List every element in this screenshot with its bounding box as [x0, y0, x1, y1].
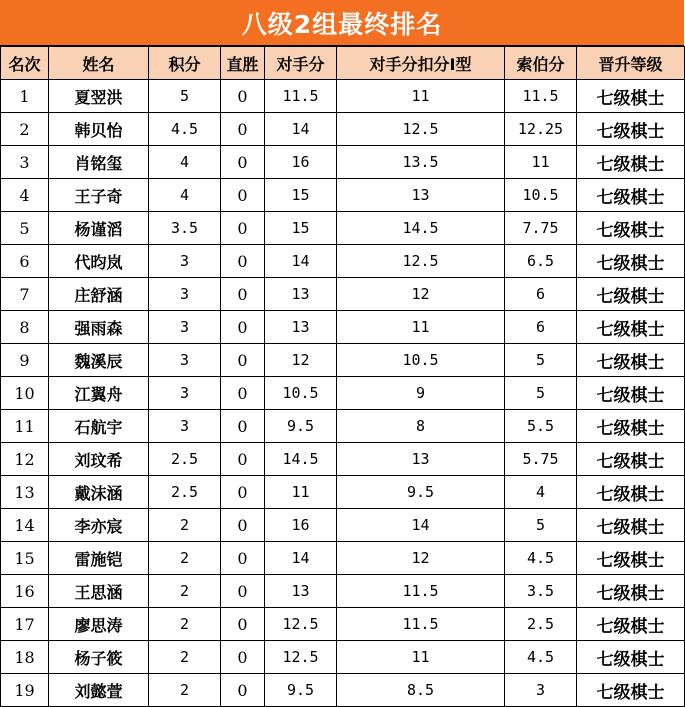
- sonneborn-cell: 5: [505, 509, 577, 542]
- header-rank: 名次: [1, 47, 49, 80]
- table-row: [1, 542, 685, 575]
- rank-cell: 1: [1, 80, 49, 113]
- score-cell: 2: [149, 575, 221, 608]
- promotion-level-cell: 七级棋士: [577, 80, 685, 113]
- name-cell: 王子奇: [49, 179, 149, 212]
- header-opponent-score-cut1: 对手分扣分I型: [337, 47, 505, 80]
- table-row: [1, 212, 685, 245]
- rank-cell: 6: [1, 245, 49, 278]
- promotion-level-cell: 七级棋士: [577, 674, 685, 707]
- table-row: [1, 311, 685, 344]
- score-cell: 3.5: [149, 212, 221, 245]
- opponent-score-cell: 9.5: [265, 674, 337, 707]
- table-row: [1, 509, 685, 542]
- direct-win-cell: 0: [221, 311, 265, 344]
- table-row: [1, 278, 685, 311]
- score-cell: 2: [149, 608, 221, 641]
- score-cell: 3: [149, 410, 221, 443]
- sonneborn-cell: 6: [505, 311, 577, 344]
- table-row: [1, 113, 685, 146]
- promotion-level-cell: 七级棋士: [577, 311, 685, 344]
- score-cell: 3: [149, 245, 221, 278]
- direct-win-cell: 0: [221, 80, 265, 113]
- opponent-score-cell: 15: [265, 212, 337, 245]
- name-cell: 庄舒涵: [49, 278, 149, 311]
- table-row: [1, 410, 685, 443]
- header-direct-win: 直胜: [221, 47, 265, 80]
- promotion-level-cell: 七级棋士: [577, 377, 685, 410]
- opponent-score-cell: 15: [265, 179, 337, 212]
- ranking-table: [0, 46, 685, 707]
- opponent-score-cut1-cell: 13: [337, 179, 505, 212]
- opponent-score-cell: 13: [265, 278, 337, 311]
- sonneborn-cell: 3: [505, 674, 577, 707]
- promotion-level-cell: 七级棋士: [577, 212, 685, 245]
- direct-win-cell: 0: [221, 179, 265, 212]
- table-row: [1, 245, 685, 278]
- rank-cell: 18: [1, 641, 49, 674]
- promotion-level-cell: 七级棋士: [577, 146, 685, 179]
- score-cell: 2: [149, 641, 221, 674]
- direct-win-cell: 0: [221, 113, 265, 146]
- score-cell: 4: [149, 146, 221, 179]
- promotion-level-cell: 七级棋士: [577, 641, 685, 674]
- opponent-score-cell: 14: [265, 245, 337, 278]
- opponent-score-cut1-cell: 8: [337, 410, 505, 443]
- name-cell: 杨子筱: [49, 641, 149, 674]
- sonneborn-cell: 5.75: [505, 443, 577, 476]
- name-cell: 廖思涛: [49, 608, 149, 641]
- score-cell: 2: [149, 674, 221, 707]
- opponent-score-cut1-cell: 9.5: [337, 476, 505, 509]
- direct-win-cell: 0: [221, 575, 265, 608]
- promotion-level-cell: 七级棋士: [577, 575, 685, 608]
- opponent-score-cell: 13: [265, 575, 337, 608]
- table-body: [1, 80, 685, 707]
- table-row: [1, 641, 685, 674]
- rank-cell: 17: [1, 608, 49, 641]
- direct-win-cell: 0: [221, 641, 265, 674]
- rank-cell: 7: [1, 278, 49, 311]
- promotion-level-cell: 七级棋士: [577, 443, 685, 476]
- rank-cell: 3: [1, 146, 49, 179]
- name-cell: 江翼舟: [49, 377, 149, 410]
- name-cell: 石航宇: [49, 410, 149, 443]
- sonneborn-cell: 4: [505, 476, 577, 509]
- rank-cell: 14: [1, 509, 49, 542]
- sonneborn-cell: 3.5: [505, 575, 577, 608]
- name-cell: 雷施铠: [49, 542, 149, 575]
- sonneborn-cell: 2.5: [505, 608, 577, 641]
- score-cell: 3: [149, 344, 221, 377]
- opponent-score-cell: 9.5: [265, 410, 337, 443]
- opponent-score-cell: 12: [265, 344, 337, 377]
- header-row: [1, 47, 685, 80]
- rank-cell: 2: [1, 113, 49, 146]
- promotion-level-cell: 七级棋士: [577, 410, 685, 443]
- direct-win-cell: 0: [221, 278, 265, 311]
- opponent-score-cut1-cell: 11.5: [337, 608, 505, 641]
- direct-win-cell: 0: [221, 344, 265, 377]
- name-cell: 刘玟希: [49, 443, 149, 476]
- opponent-score-cell: 16: [265, 146, 337, 179]
- direct-win-cell: 0: [221, 443, 265, 476]
- opponent-score-cell: 12.5: [265, 641, 337, 674]
- table-row: [1, 608, 685, 641]
- sonneborn-cell: 4.5: [505, 542, 577, 575]
- table-row: [1, 476, 685, 509]
- name-cell: 代昀岚: [49, 245, 149, 278]
- table-row: [1, 575, 685, 608]
- direct-win-cell: 0: [221, 542, 265, 575]
- opponent-score-cut1-cell: 10.5: [337, 344, 505, 377]
- opponent-score-cell: 11: [265, 476, 337, 509]
- rank-cell: 19: [1, 674, 49, 707]
- opponent-score-cut1-cell: 13.5: [337, 146, 505, 179]
- header-promotion-level: 晋升等级: [577, 47, 685, 80]
- promotion-level-cell: 七级棋士: [577, 245, 685, 278]
- direct-win-cell: 0: [221, 245, 265, 278]
- opponent-score-cell: 12.5: [265, 608, 337, 641]
- opponent-score-cut1-cell: 9: [337, 377, 505, 410]
- rank-cell: 5: [1, 212, 49, 245]
- opponent-score-cell: 14.5: [265, 443, 337, 476]
- table-row: [1, 146, 685, 179]
- direct-win-cell: 0: [221, 608, 265, 641]
- score-cell: 3: [149, 377, 221, 410]
- direct-win-cell: 0: [221, 476, 265, 509]
- sheet-title: 八级2组最终排名: [0, 0, 684, 46]
- promotion-level-cell: 七级棋士: [577, 509, 685, 542]
- score-cell: 2: [149, 509, 221, 542]
- sonneborn-cell: 11: [505, 146, 577, 179]
- name-cell: 夏翌洪: [49, 80, 149, 113]
- opponent-score-cut1-cell: 11: [337, 311, 505, 344]
- direct-win-cell: 0: [221, 212, 265, 245]
- rank-cell: 9: [1, 344, 49, 377]
- name-cell: 王思涵: [49, 575, 149, 608]
- score-cell: 5: [149, 80, 221, 113]
- table-row: [1, 179, 685, 212]
- header-score: 积分: [149, 47, 221, 80]
- direct-win-cell: 0: [221, 674, 265, 707]
- header-name: 姓名: [49, 47, 149, 80]
- opponent-score-cut1-cell: 12.5: [337, 245, 505, 278]
- opponent-score-cut1-cell: 12.5: [337, 113, 505, 146]
- table-row: [1, 443, 685, 476]
- name-cell: 肖铭玺: [49, 146, 149, 179]
- sonneborn-cell: 4.5: [505, 641, 577, 674]
- name-cell: 李亦宸: [49, 509, 149, 542]
- name-cell: 戴沫涵: [49, 476, 149, 509]
- direct-win-cell: 0: [221, 410, 265, 443]
- name-cell: 刘懿萱: [49, 674, 149, 707]
- rank-cell: 10: [1, 377, 49, 410]
- promotion-level-cell: 七级棋士: [577, 344, 685, 377]
- opponent-score-cell: 14: [265, 542, 337, 575]
- rank-cell: 13: [1, 476, 49, 509]
- opponent-score-cut1-cell: 8.5: [337, 674, 505, 707]
- opponent-score-cell: 11.5: [265, 80, 337, 113]
- score-cell: 4.5: [149, 113, 221, 146]
- sonneborn-cell: 6: [505, 278, 577, 311]
- sonneborn-cell: 12.25: [505, 113, 577, 146]
- sonneborn-cell: 11.5: [505, 80, 577, 113]
- table-row: [1, 377, 685, 410]
- opponent-score-cut1-cell: 14: [337, 509, 505, 542]
- promotion-level-cell: 七级棋士: [577, 113, 685, 146]
- opponent-score-cell: 13: [265, 311, 337, 344]
- score-cell: 4: [149, 179, 221, 212]
- opponent-score-cut1-cell: 11.5: [337, 575, 505, 608]
- promotion-level-cell: 七级棋士: [577, 278, 685, 311]
- sonneborn-cell: 5: [505, 377, 577, 410]
- promotion-level-cell: 七级棋士: [577, 476, 685, 509]
- score-cell: 3: [149, 311, 221, 344]
- score-cell: 3: [149, 278, 221, 311]
- direct-win-cell: 0: [221, 509, 265, 542]
- score-cell: 2.5: [149, 443, 221, 476]
- sonneborn-cell: 10.5: [505, 179, 577, 212]
- name-cell: 杨谨滔: [49, 212, 149, 245]
- table-row: [1, 674, 685, 707]
- opponent-score-cell: 10.5: [265, 377, 337, 410]
- sonneborn-cell: 5: [505, 344, 577, 377]
- header-opponent-score: 对手分: [265, 47, 337, 80]
- promotion-level-cell: 七级棋士: [577, 542, 685, 575]
- rank-cell: 11: [1, 410, 49, 443]
- header-sonneborn: 索伯分: [505, 47, 577, 80]
- opponent-score-cell: 16: [265, 509, 337, 542]
- sonneborn-cell: 6.5: [505, 245, 577, 278]
- opponent-score-cell: 14: [265, 113, 337, 146]
- opponent-score-cut1-cell: 12: [337, 542, 505, 575]
- promotion-level-cell: 七级棋士: [577, 179, 685, 212]
- opponent-score-cut1-cell: 13: [337, 443, 505, 476]
- sonneborn-cell: 5.5: [505, 410, 577, 443]
- opponent-score-cut1-cell: 11: [337, 641, 505, 674]
- score-cell: 2: [149, 542, 221, 575]
- name-cell: 魏溪辰: [49, 344, 149, 377]
- direct-win-cell: 0: [221, 377, 265, 410]
- sonneborn-cell: 7.75: [505, 212, 577, 245]
- direct-win-cell: 0: [221, 146, 265, 179]
- rank-cell: 4: [1, 179, 49, 212]
- opponent-score-cut1-cell: 11: [337, 80, 505, 113]
- table-row: [1, 80, 685, 113]
- name-cell: 韩贝怡: [49, 113, 149, 146]
- opponent-score-cut1-cell: 14.5: [337, 212, 505, 245]
- rank-cell: 12: [1, 443, 49, 476]
- name-cell: 强雨森: [49, 311, 149, 344]
- rank-cell: 16: [1, 575, 49, 608]
- opponent-score-cut1-cell: 12: [337, 278, 505, 311]
- promotion-level-cell: 七级棋士: [577, 608, 685, 641]
- rank-cell: 15: [1, 542, 49, 575]
- rank-cell: 8: [1, 311, 49, 344]
- table-row: [1, 344, 685, 377]
- score-cell: 2.5: [149, 476, 221, 509]
